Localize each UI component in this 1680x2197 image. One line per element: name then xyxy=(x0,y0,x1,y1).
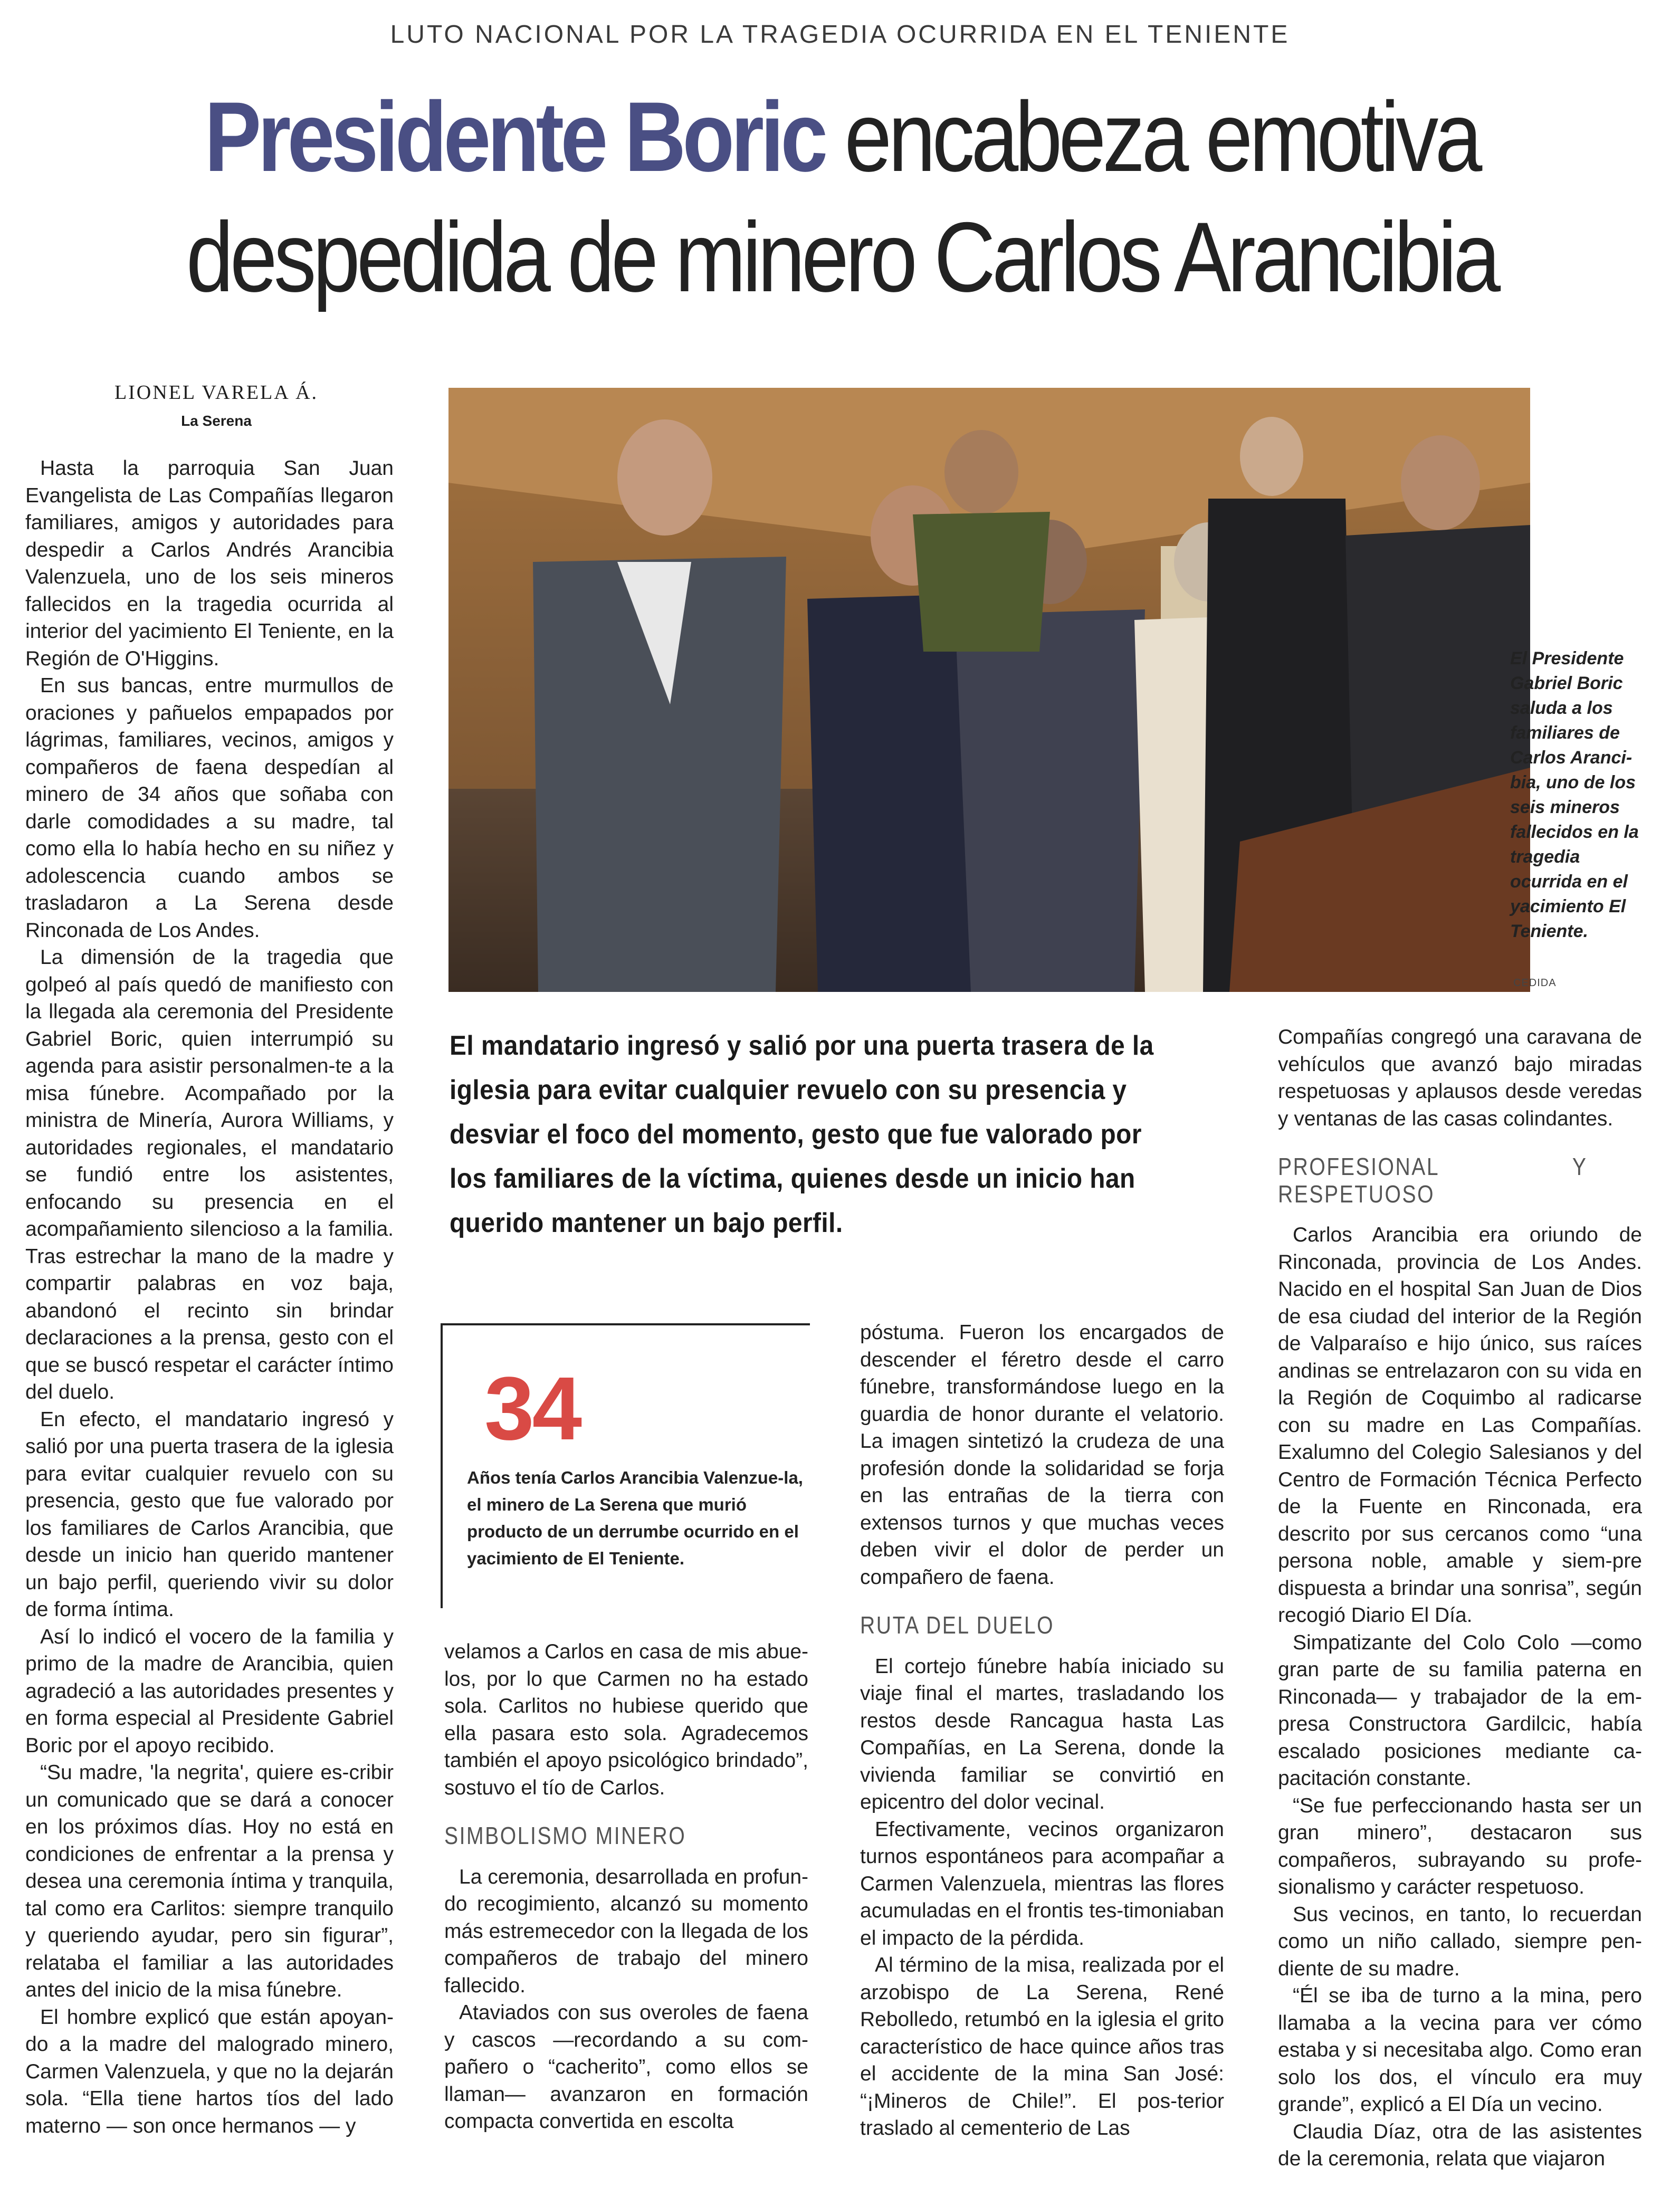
article-column-3 xyxy=(860,1319,1224,2142)
paragraph: “Su madre, 'la negrita', quiere es-cribir un comunicado que se dará a conocer en los próximos días. Hoy no está en condiciones de enfrentar a la prensa y desea una ceremonia íntima y tranquila, tal como era Carlitos: siempre tranquilo y queriendo ayudar, pero sin figurar”, relataba el familiar a las autoridades antes del inicio de la misa fúnebre. xyxy=(25,1761,394,2001)
article-column-4 xyxy=(1278,1024,1642,2173)
headline-line2: despedida de minero Carlos Arancibia xyxy=(186,202,1497,312)
paragraph: Ataviados con sus overoles de faena y cascos —recordando a su com-pañero o “cacherito”, como ellos se llaman— avanzaron en formación compacta convertida en escolta xyxy=(444,2001,808,2133)
paragraph: El cortejo fúnebre había iniciado su viaje final el martes, trasladando los restos desde Rancagua hasta Las Compañías, en La Serena, donde la vivienda familiar se convirtió en epicentro del dolor vecinal. xyxy=(860,1655,1224,1813)
kicker: LUTO NACIONAL POR LA TRAGEDIA OCURRIDA EN EL TENIENTE xyxy=(390,21,1290,49)
headline-line1-rest: encabeza emotiva xyxy=(824,81,1479,192)
headline xyxy=(173,77,1511,317)
article-column-1 xyxy=(25,455,394,2139)
photo-credit: CEDIDA xyxy=(1513,977,1557,989)
section-heading: PROFESIONAL Y RESPETUOSO xyxy=(1278,1153,1588,1208)
paragraph: Simpatizante del Colo Colo —como gran parte de su familia paterna en Rinconada— y trabajador de la em-presa Constructora Gardilcic, había escalado posiciones mediante ca-pacitación constante. xyxy=(1278,1631,1642,1790)
section-heading: SIMBOLISMO MINERO xyxy=(444,1822,686,1849)
paragraph: Así lo indicó el vocero de la familia y primo de la madre de Arancibia, quien agradeció a las autoridades presentes y en forma especial al Presidente Gabriel Boric por el apoyo recibido. xyxy=(25,1625,394,1757)
paragraph: “Él se iba de turno a la mina, pero llamaba a la vecina para ver cómo estaba y si necesitaba algo. Como eran solo los dos, el vínculo era muy grande”, explicó a El Día un vecino. xyxy=(1278,1984,1642,2116)
factbox-text: Años tenía Carlos Arancibia Valenzue-la, el minero de La Serena que murió producto de un derrumbe ocurrido en el yacimiento de El Teniente. xyxy=(467,1468,803,1568)
photo-illustration xyxy=(448,388,1530,992)
article-photo xyxy=(448,388,1530,992)
pull-quote: El mandatario ingresó y salió por una puerta trasera de la iglesia para evitar cualquier revuelo con su presencia y desviar el foco del momento, gesto que fue valorado por los familiares de la víctima, quienes desde un inicio han querido mantener un bajo perfil. xyxy=(450,1030,1154,1238)
paragraph: Efectivamente, vecinos organizaron turnos espontáneos para acompañar a Carmen Valenzuela, mientras las flores acumuladas en el frontis tes-timoniaban el impacto de la pérdida. xyxy=(860,1818,1224,1950)
paragraph: “Se fue perfeccionando hasta ser un gran minero”, destacaron sus compañeros, subrayando su profe-sionalismo y carácter respetuoso. xyxy=(1278,1794,1642,1898)
byline-place: La Serena xyxy=(181,413,252,429)
paragraph: En sus bancas, entre murmullos de oraciones y pañuelos empapados por lágrimas, familiares, vecinos, amigos y compañeros de faena despedían al minero de 34 años que soñaba con darle comodidades a su madre, tal como ella lo había hecho en su niñez y adolescencia cuando ambos se trasladaron a La Serena desde Rinconada de Los Andes. xyxy=(25,674,394,942)
section-heading: RUTA DEL DUELO xyxy=(860,1611,1055,1639)
factbox-number: 34 xyxy=(484,1359,580,1459)
paragraph: En efecto, el mandatario ingresó y salió por una puerta trasera de la iglesia para evitar cualquier revuelo con su presencia, gesto que fue valorado por los familiares de Carlos Arancibia, que desde un inicio han querido mantener un bajo perfil, queriendo vivir su dolor de forma íntima. xyxy=(25,1408,394,1621)
paragraph: La dimensión de la tragedia que golpeó al país quedó de manifiesto con la llegada ala ceremonia del Presidente Gabriel Boric, quien interrumpió su agenda para asistir personalmen-te a la misa fúnebre. Acompañado por la ministra de Minería, Aurora Williams, y autoridades regionales, el mandatario se fundió entre los asistentes, enfocando su presencia en el acompañamiento silencioso a la familia. Tras estrechar la mano de la madre y compartir palabras en voz baja, abandonó el recinto sin brindar declaraciones a la prensa, gesto con el que se buscó respetar el carácter íntimo del duelo. xyxy=(25,946,394,1403)
paragraph: Hasta la parroquia San Juan Evangelista de Las Compañías llegaron familiares, amigos y autoridades para despedir a Carlos Andrés Arancibia Valenzuela, uno de los seis mineros fallecidos en la tragedia ocurrida al interior del yacimiento El Teniente, en la Región de O'Higgins. xyxy=(25,457,394,670)
byline-author: LIONEL VARELA Á. xyxy=(114,381,319,404)
paragraph: El hombre explicó que están apoyan-do a la madre del malogrado minero, Carmen Valenzuela, y que no la dejarán sola. “Ella tiene hartos tíos del lado materno — son once hermanos — y xyxy=(25,2005,394,2137)
article-column-2 xyxy=(444,1638,808,2135)
paragraph: La ceremonia, desarrollada en profun-do recogimiento, alcanzó su momento más estremecedor con la llegada de los compañeros de trabajo del minero fallecido. xyxy=(444,1865,808,1997)
headline-highlight: Presidente Boric xyxy=(204,81,825,192)
paragraph: Sus vecinos, en tanto, lo recuerdan como un niño callado, siempre pen-diente de su madre. xyxy=(1278,1903,1642,1980)
paragraph: póstuma. Fueron los encargados de descender el féretro desde el carro fúnebre, transformándose luego en la guardia de honor durante el velatorio. La imagen sintetizó la crudeza de una profesión donde la solidaridad se forja en las entrañas de la tierra con extensos turnos y que muchas veces deben vivir el dolor de perder un compañero de faena. xyxy=(860,1321,1224,1589)
photo-caption: El Presidente Gabriel Boric saluda a los familiares de Carlos Aranci-bia, uno de los seis mineros fallecidos en la tragedia ocurrida en el yacimiento El Teniente. xyxy=(1510,648,1639,941)
paragraph: Carlos Arancibia era oriundo de Rinconada, provincia de Los Andes. Nacido en el hospital San Juan de Dios de esa ciudad del interior de la Región de Valparaíso e hijo único, sus raíces andinas se entrelazaron con su vida en la Región de Coquimbo al radicarse con su madre en Las Compañías. Exalumno del Colegio Salesianos y del Centro de Formación Técnica Perfecto de la Fuente en Rinconada, era descrito por sus cercanos como “una persona noble, amable y siem-pre dispuesta a brindar una sonrisa”, según recogió Diario El Día. xyxy=(1278,1224,1642,1627)
paragraph: Claudia Díaz, otra de las asistentes de la ceremonia, relata que viajaron xyxy=(1278,2120,1642,2170)
paragraph: Al término de la misa, realizada por el arzobispo de La Serena, René Rebolledo, retumbó en la iglesia el grito característico de hace quince años tras el accidente de la mina San José: “¡Mineros de Chile!”. El pos-terior traslado al cementerio de Las xyxy=(860,1954,1224,2139)
paragraph: velamos a Carlos en casa de mis abue-los, por lo que Carmen no ha estado sola. Carlitos no hubiese querido que ella pasara esto sola. Agradecemos también el apoyo psicológico brindado”, sostuvo el tío de Carlos. xyxy=(444,1640,808,1799)
paragraph: Compañías congregó una caravana de vehículos que avanzó bajo miradas respetuosas y aplausos desde veredas y ventanas de las casas colindantes. xyxy=(1278,1026,1642,1130)
